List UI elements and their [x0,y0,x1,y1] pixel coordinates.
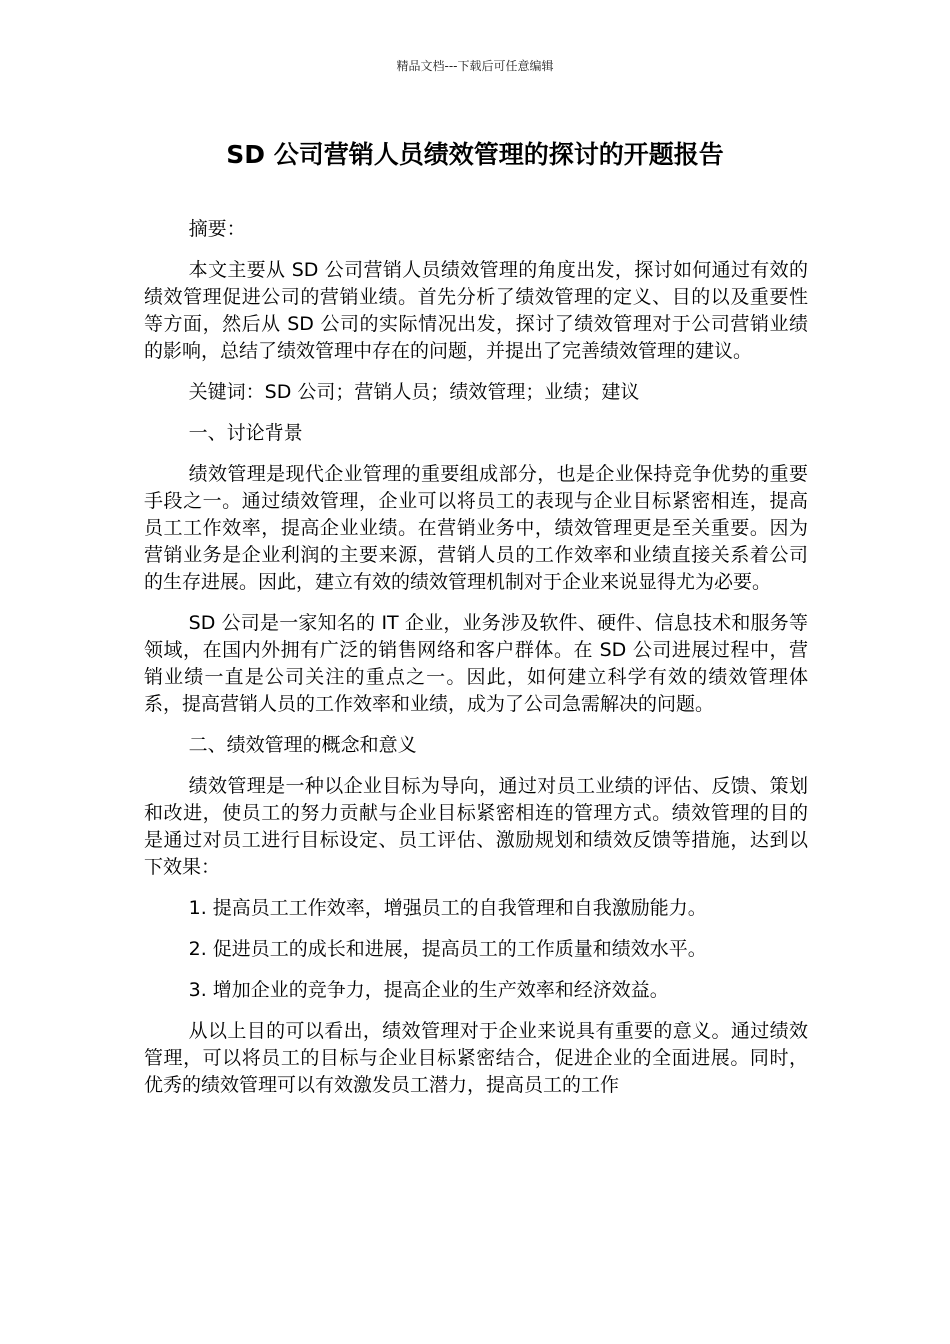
list-item: 1. 提高员工工作效率，增强员工的自我管理和自我激励能力。 [188,897,707,919]
abstract-paragraph: 本文主要从 SD 公司营销人员绩效管理的角度出发，探讨如何通过有效的绩效管理促进公司的营销业绩。首先分析了绩效管理的定义、目的以及重要性等方面，然后从 SD 公司的实际情况出发，探讨了绩效管理对于公司营销业绩的影响，总结了绩效管理中存在的问题，并提出了完善绩效管理的建议。 [144,259,808,362]
section-heading-concept: 二、绩效管理的概念和意义 [188,734,417,756]
abstract-heading: 摘要： [188,218,246,240]
document-body [144,216,808,1113]
conclusion-paragraph: 从以上目的可以看出，绩效管理对于企业来说具有重要的意义。通过绩效管理，可以将员工的目标与企业目标紧密结合，促进企业的全面进展。同时，优秀的绩效管理可以有效激发员工潜力，提高员工的工作 [144,1020,808,1096]
list-item: 2. 促进员工的成长和进展，提高员工的工作质量和绩效水平。 [188,938,707,960]
document-title: SD 公司营销人员绩效管理的探讨的开题报告 [226,140,724,169]
keywords-line: 关键词：SD 公司；营销人员；绩效管理；业绩；建议 [188,381,640,403]
background-paragraph-2: SD 公司是一家知名的 IT 企业，业务涉及软件、硬件、信息技术和服务等领域，在国内外拥有广泛的销售网络和客户群体。在 SD 公司进展过程中，营销业绩一直是公司关注的重点之一。因此，如何建立科学有效的绩效管理体系，提高营销人员的工作效率和业绩，成为了公司急需解决的问题。 [144,612,808,715]
background-paragraph-1: 绩效管理是现代企业管理的重要组成部分，也是企业保持竞争优势的重要手段之一。通过绩效管理，企业可以将员工的表现与企业目标紧密相连，提高员工工作效率，提高企业业绩。在营销业务中，绩效管理更是至关重要。因为营销业务是企业利润的主要来源，营销人员的工作效率和业绩直接关系着公司的生存进展。因此，建立有效的绩效管理机制对于企业来说显得尤为必要。 [144,463,808,593]
list-item: 3. 增加企业的竞争力，提高企业的生产效率和经济效益。 [188,979,669,1001]
concept-paragraph: 绩效管理是一种以企业目标为导向，通过对员工业绩的评估、反馈、策划和改进，使员工的努力贡献与企业目标紧密相连的管理方式。绩效管理的目的是通过对员工进行目标设定、员工评估、激励规划和绩效反馈等措施，达到以下效果： [144,775,808,878]
header-note: 精品文档---下载后可任意编辑 [396,59,554,73]
section-heading-background: 一、讨论背景 [188,422,303,444]
